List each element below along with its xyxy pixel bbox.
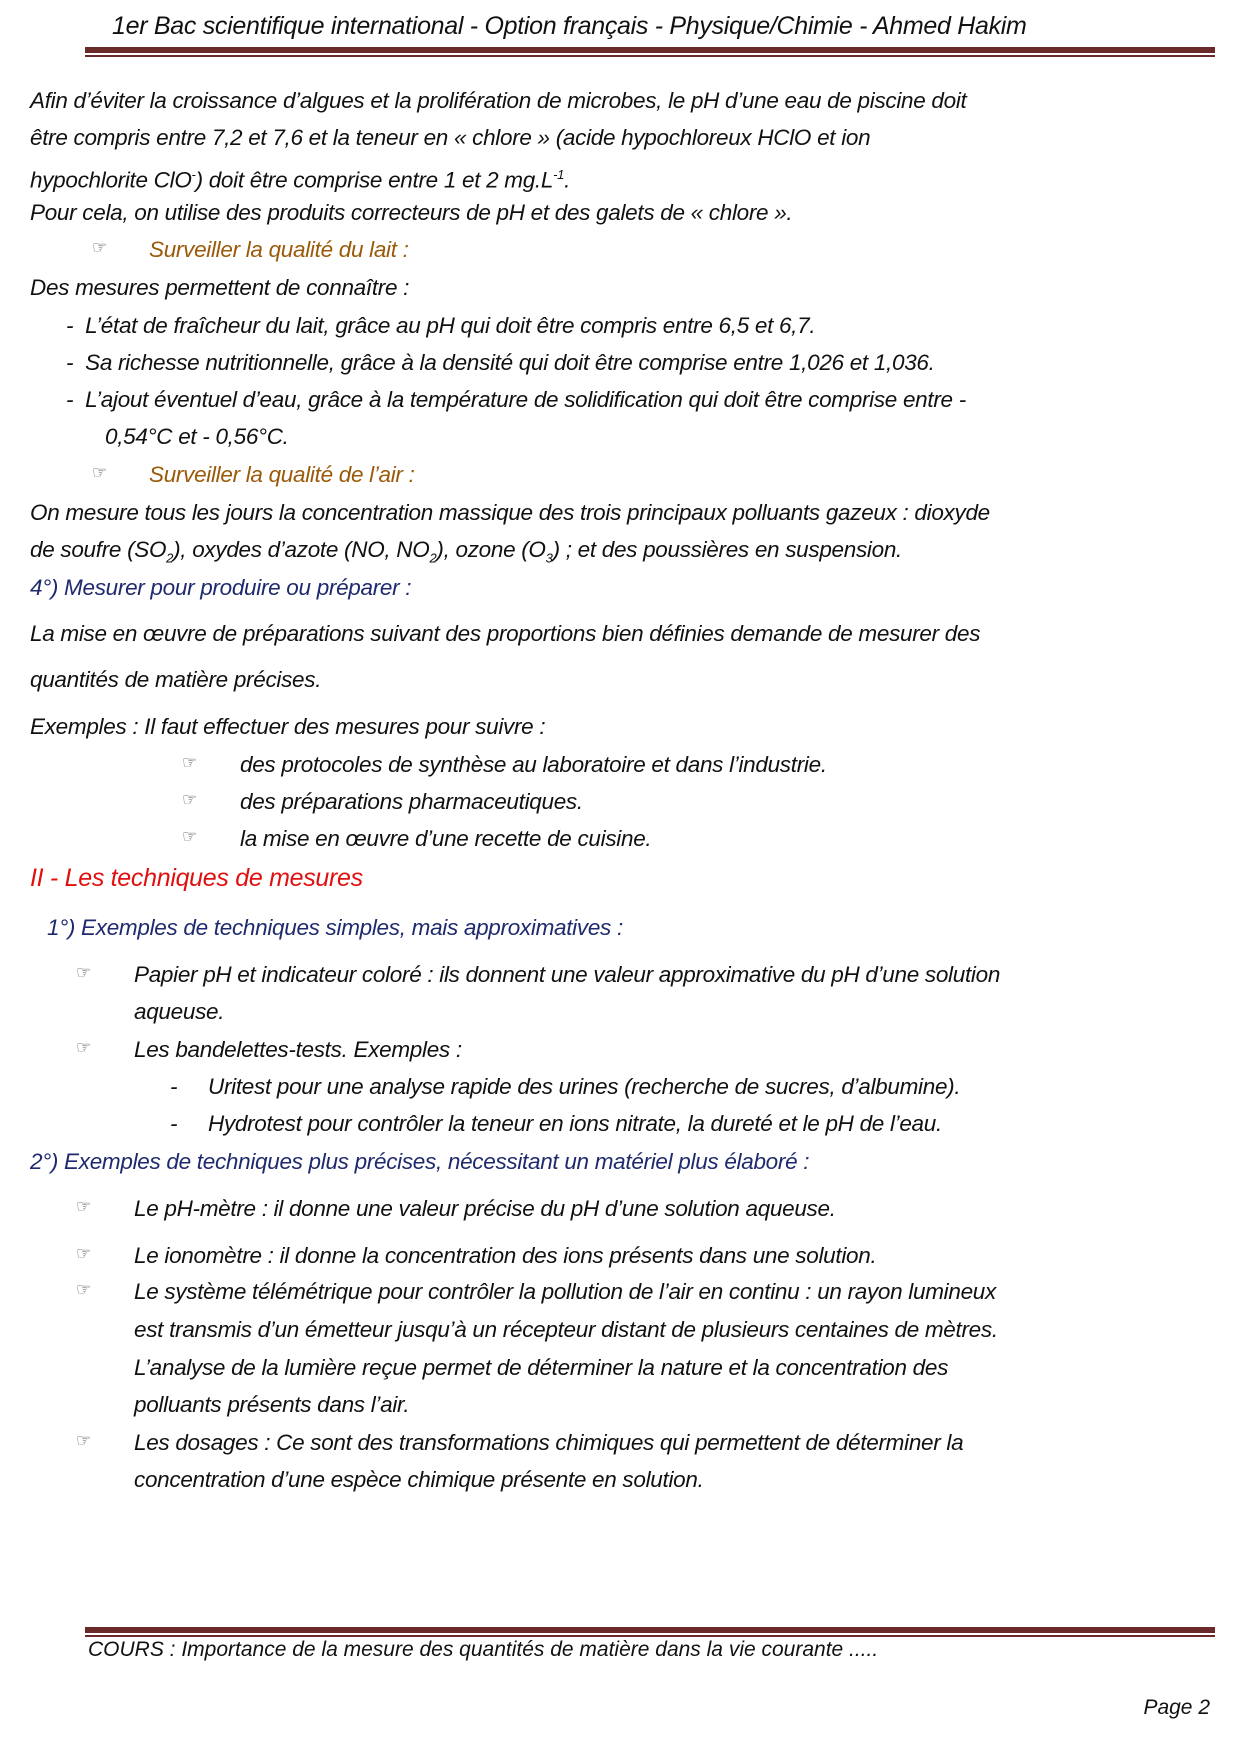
dash-icon: - — [66, 313, 74, 338]
list-item: Les bandelettes-tests. Exemples : — [134, 1037, 462, 1062]
page-number: Page 2 — [1143, 1696, 1210, 1719]
list-text: Sa richesse nutritionnelle, grâce à la densité qui doit être comprise entre 1,026 et 1,036. — [85, 350, 935, 375]
pointing-hand-icon: ☞ — [76, 1280, 92, 1299]
header-rule — [85, 47, 1215, 57]
list-text: L’état de fraîcheur du lait, grâce au pH qui doit être compris entre 6,5 et 6,7. — [85, 313, 816, 338]
pointing-hand-icon: ☞ — [76, 1431, 92, 1450]
list-text: L’ajout éventuel d’eau, grâce à la température de solidification qui doit être comprise entre - — [85, 387, 966, 412]
subheading-lait: Surveiller la qualité du lait : — [149, 237, 409, 262]
list-item: Le pH-mètre : il donne une valeur précise du pH d’une solution aqueuse. — [134, 1196, 836, 1221]
paragraph-line: être compris entre 7,2 et 7,6 et la teneur en « chlore » (acide hypochloreux HClO et ion — [30, 125, 871, 150]
list-item — [66, 386, 966, 414]
superscript: - — [191, 167, 196, 182]
list-item: Le système télémétrique pour contrôler la pollution de l’air en continu : un rayon lumineux — [134, 1279, 996, 1304]
list-item-cont: L’analyse de la lumière reçue permet de déterminer la nature et la concentration des — [134, 1355, 949, 1380]
paragraph-line: Afin d’éviter la croissance d’algues et la prolifération de microbes, le pH d’une eau de piscine doit — [30, 88, 967, 113]
paragraph-line: On mesure tous les jours la concentration massique des trois principaux polluants gazeux : dioxyde — [30, 500, 990, 525]
list-item-cont: est transmis d’un émetteur jusqu’à un récepteur distant de plusieurs centaines de mètres. — [134, 1317, 998, 1342]
pointing-hand-icon: ☞ — [182, 790, 198, 809]
paragraph-line: Des mesures permettent de connaître : — [30, 275, 410, 300]
text: de soufre (SO — [30, 537, 167, 562]
pointing-hand-icon: ☞ — [182, 827, 198, 846]
dash-icon: - — [66, 350, 74, 375]
paragraph-line: La mise en œuvre de préparations suivant des proportions bien définies demande de mesurer des — [30, 621, 981, 646]
header-title: 1er Bac scientifique international - Option français - Physique/Chimie - Ahmed Hakim — [112, 12, 1027, 40]
paragraph-line: Exemples : Il faut effectuer des mesures pour suivre : — [30, 714, 546, 739]
subscript: 2 — [166, 550, 174, 566]
subsection-heading-2: 2°) Exemples de techniques plus précises, nécessitant un matériel plus élaboré : — [30, 1149, 810, 1174]
sub-list-item: Uritest pour une analyse rapide des urines (recherche de sucres, d’albumine). — [208, 1074, 961, 1099]
list-item — [66, 349, 935, 377]
dash-icon: - — [170, 1111, 178, 1136]
pointing-hand-icon: ☞ — [92, 238, 108, 257]
paragraph-line: quantités de matière précises. — [30, 667, 322, 692]
paragraph-line — [30, 536, 902, 573]
list-item-cont: aqueuse. — [134, 999, 225, 1024]
list-item-cont: 0,54°C et - 0,56°C. — [105, 424, 289, 449]
pointing-hand-icon: ☞ — [76, 963, 92, 982]
pointing-hand-icon: ☞ — [76, 1038, 92, 1057]
text: ) doit être comprise entre 1 et 2 mg.L — [195, 167, 554, 193]
subsection-heading-1: 1°) Exemples de techniques simples, mais approximatives : — [47, 915, 623, 940]
superscript: -1 — [553, 167, 565, 182]
subscript: 3 — [545, 550, 553, 566]
paragraph-line: Pour cela, on utilise des produits correcteurs de pH et des galets de « chlore ». — [30, 200, 793, 225]
list-item: Les dosages : Ce sont des transformations chimiques qui permettent de déterminer la — [134, 1430, 964, 1455]
text: . — [564, 167, 571, 193]
list-item: Le ionomètre : il donne la concentration des ions présents dans une solution. — [134, 1243, 877, 1268]
text: hypochlorite ClO — [30, 167, 192, 193]
footer-rule — [85, 1627, 1215, 1637]
list-item: des préparations pharmaceutiques. — [240, 789, 583, 814]
pointing-hand-icon: ☞ — [76, 1197, 92, 1216]
text: ) ; et des poussières en suspension. — [552, 537, 902, 562]
list-item: la mise en œuvre d’une recette de cuisine. — [240, 826, 652, 851]
subheading-air: Surveiller la qualité de l’air : — [149, 462, 415, 487]
pointing-hand-icon: ☞ — [76, 1244, 92, 1263]
footer-text: COURS : Importance de la mesure des quantités de matière dans la vie courante ..... — [88, 1638, 879, 1661]
pointing-hand-icon: ☞ — [182, 753, 198, 772]
pointing-hand-icon: ☞ — [92, 463, 108, 482]
list-item: Papier pH et indicateur coloré : ils donnent une valeur approximative du pH d’une solution — [134, 962, 1001, 987]
dash-icon: - — [66, 387, 74, 412]
subscript: 2 — [429, 550, 437, 566]
list-item-cont: polluants présents dans l’air. — [134, 1392, 410, 1417]
list-item — [66, 312, 815, 340]
text: ), oxydes d’azote (NO, NO — [173, 537, 430, 562]
text: ), ozone (O — [436, 537, 546, 562]
section-heading-II: II - Les techniques de mesures — [30, 864, 363, 892]
section-heading-4: 4°) Mesurer pour produire ou préparer : — [30, 575, 412, 600]
paragraph-line — [30, 161, 570, 195]
dash-icon: - — [170, 1074, 178, 1099]
list-item: des protocoles de synthèse au laboratoire et dans l’industrie. — [240, 752, 827, 777]
list-item-cont: concentration d’une espèce chimique présente en solution. — [134, 1467, 704, 1492]
sub-list-item: Hydrotest pour contrôler la teneur en ions nitrate, la dureté et le pH de l’eau. — [208, 1111, 942, 1136]
